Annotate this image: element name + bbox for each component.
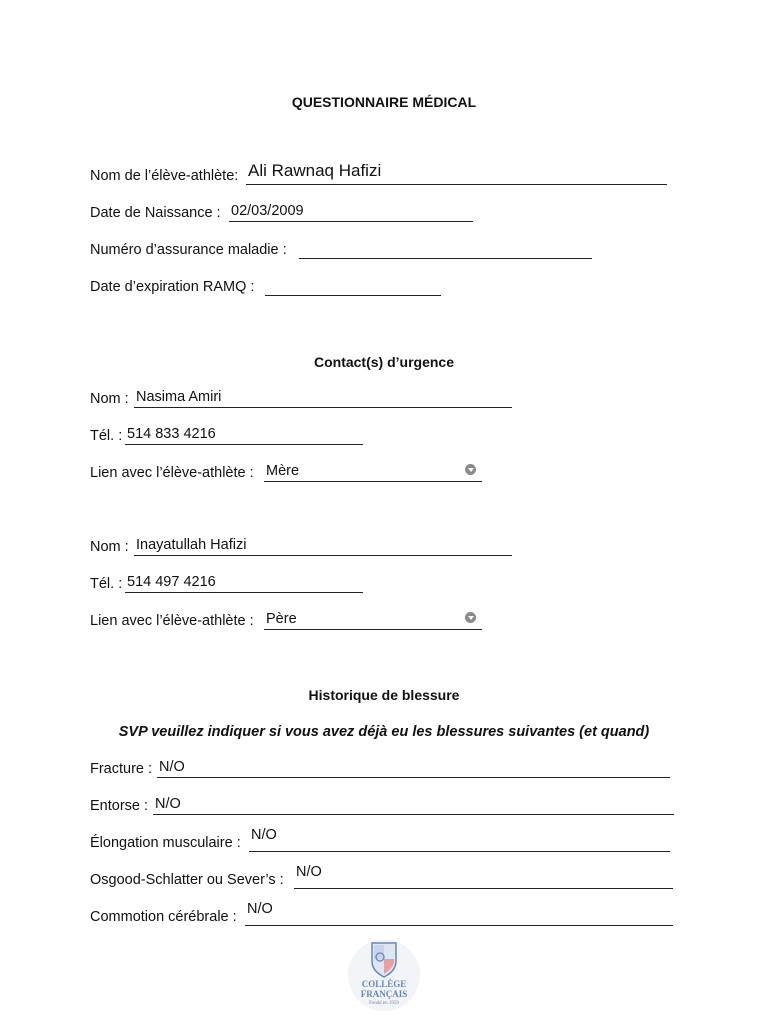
contact-2-name-value: Inayatullah Hafizi	[136, 537, 247, 553]
injury-label: Commotion cérébrale :	[90, 909, 237, 925]
insurance-label: Numéro d’assurance maladie :	[90, 242, 287, 258]
page-title: QUESTIONNAIRE MÉDICAL	[291, 94, 477, 110]
logo-text-line2: FRANÇAIS	[360, 989, 408, 999]
injury-value: N/O	[251, 827, 277, 843]
injury-field-elongation[interactable]	[249, 827, 670, 852]
contact-phone-label: Tél. :	[90, 576, 123, 592]
student-name-field[interactable]	[246, 161, 667, 185]
injury-label: Osgood-Schlatter ou Sever’s :	[90, 872, 284, 888]
contact-2-phone-field[interactable]	[125, 572, 363, 593]
contact-1-name-value: Nasima Amiri	[136, 389, 222, 405]
injury-heading: Historique de blessure	[308, 687, 460, 703]
injury-value: N/O	[247, 901, 273, 917]
contact-1-phone-field[interactable]	[125, 424, 363, 445]
injury-instruction: SVP veuillez indiquer si vous avez déjà eu les blessures suivantes (et quand)	[118, 724, 650, 740]
injury-value: N/O	[296, 864, 322, 880]
contact-name-label: Nom :	[90, 391, 129, 407]
injury-label: Fracture :	[90, 761, 153, 777]
contact-1-phone-value: 514 833 4216	[127, 426, 216, 442]
ramq-field[interactable]	[265, 275, 441, 296]
college-logo	[346, 937, 422, 1019]
injury-value: N/O	[159, 759, 185, 775]
injury-field-commotion[interactable]	[245, 901, 673, 926]
emergency-heading: Contact(s) d’urgence	[313, 354, 454, 370]
injury-label: Entorse :	[90, 798, 149, 814]
student-name-label: Nom de l’élève-athlète:	[90, 168, 239, 184]
contact-1-relation-select[interactable]	[264, 461, 482, 482]
contact-2-relation-value: Père	[266, 611, 297, 627]
student-name-value: Ali Rawnaq Hafizi	[248, 161, 382, 180]
contact-2-relation-select[interactable]	[264, 609, 482, 630]
contact-1-relation-value: Mère	[266, 463, 300, 479]
contact-phone-label: Tél. :	[90, 428, 123, 444]
contact-name-label: Nom :	[90, 539, 129, 555]
dob-value: 02/03/2009	[231, 203, 304, 219]
injury-field-fracture[interactable]	[157, 757, 670, 778]
logo-text-line3: Fondé en 1959	[369, 1001, 399, 1006]
chevron-down-icon[interactable]	[465, 612, 476, 623]
injury-field-entorse[interactable]	[153, 794, 674, 815]
injury-field-osgood[interactable]	[294, 864, 673, 889]
contact-2-name-field[interactable]	[134, 535, 512, 556]
contact-relation-label: Lien avec l’élève-athlète :	[90, 613, 254, 629]
dob-field[interactable]	[229, 201, 473, 222]
contact-2-phone-value: 514 497 4216	[127, 574, 216, 590]
injury-value: N/O	[155, 796, 181, 812]
insurance-field[interactable]	[299, 238, 592, 259]
ramq-label: Date d’expiration RAMQ :	[90, 279, 255, 295]
contact-1-name-field[interactable]	[134, 387, 512, 408]
shield-icon	[346, 937, 422, 1019]
injury-label: Élongation musculaire :	[90, 835, 241, 851]
dob-label: Date de Naissance :	[90, 205, 221, 221]
contact-relation-label: Lien avec l’élève-athlète :	[90, 465, 254, 481]
chevron-down-icon[interactable]	[465, 464, 476, 475]
logo-text-line1: COLLÈGE	[361, 979, 407, 989]
